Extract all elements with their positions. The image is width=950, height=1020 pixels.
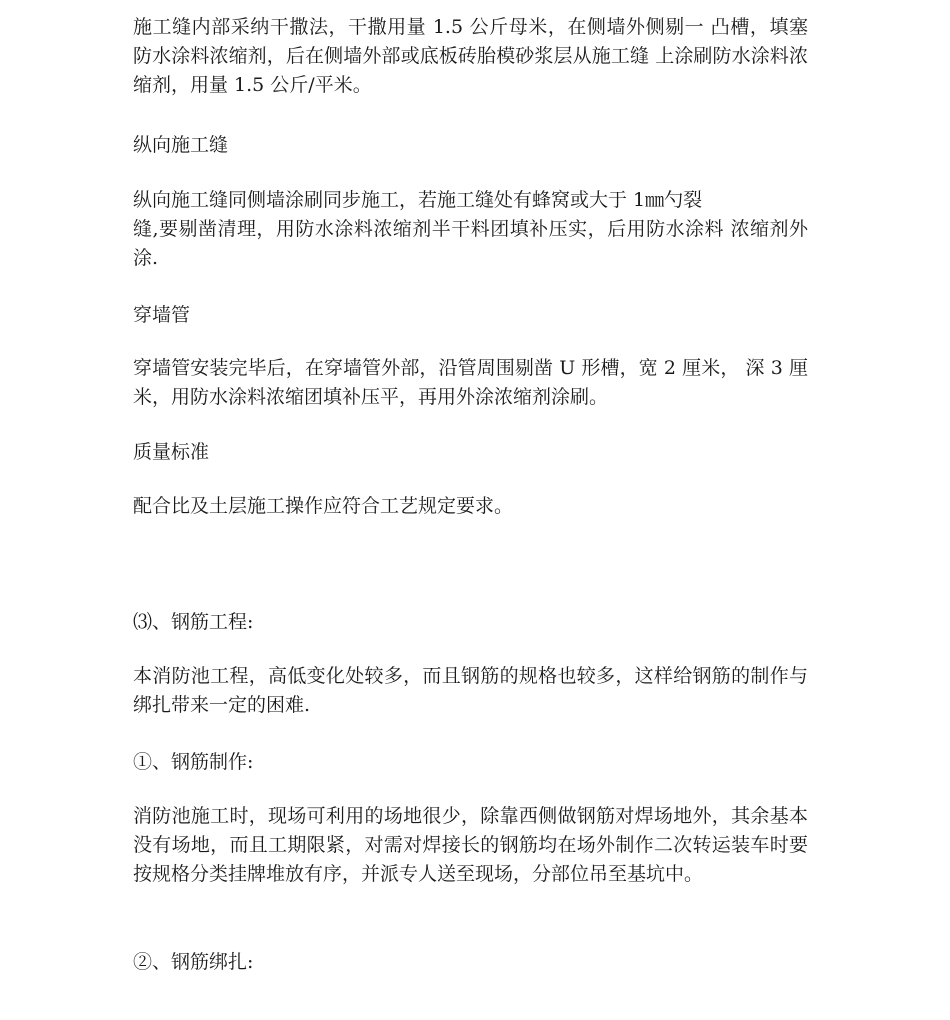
heading-rebar-binding: ②、钢筋绑扎: bbox=[133, 951, 254, 973]
paragraph-rebar-making: 消防池施工时，现场可利用的场地很少，除靠西侧做钢筋对焊场地外，其余基本没有场地，而且工期限紧，对需对焊接长的钢筋均在场外制作二次转运装车时要按规格分类挂牌堆放有序，并派专人送至现场，分部位吊至基坑中。 bbox=[133, 805, 808, 885]
paragraph-construction-joint: 施工缝内部采纳干撒法，干撒用量 1.5 公斤母米，在侧墙外侧剔一 凸槽，填塞防水涂料浓缩剂，后在侧墙外部或底板砖胎模砂浆层从施工缝 上涂刷防水涂料浓缩剂，用量 1.5 公斤/平米。 bbox=[133, 16, 808, 96]
heading-longitudinal-joint: 纵向施工缝 bbox=[133, 134, 229, 156]
heading-wall-pipe: 穿墙管 bbox=[133, 304, 191, 326]
paragraph-wall-pipe: 穿墙管安装完毕后，在穿墙管外部，沿管周围剔凿 U 形槽，宽 2 厘米， 深 3 厘米，用防水涂料浓缩团填补压平，再用外涂浓缩剂涂刷。 bbox=[133, 357, 808, 408]
paragraph-longitudinal-rest: 缝,要剔凿清理，用防水涂料浓缩剂半干料团填补压实，后用防水涂料 浓缩剂外涂. bbox=[133, 218, 808, 269]
heading-quality-standard: 质量标准 bbox=[133, 441, 210, 463]
heading-rebar-making: ①、钢筋制作: bbox=[133, 751, 254, 773]
paragraph-rebar-works: 本消防池工程，高低变化处较多，而且钢筋的规格也较多，这样给钢筋的制作与绑扎带来一定的困难. bbox=[133, 665, 808, 716]
heading-rebar-works: ⑶、钢筋工程: bbox=[133, 611, 254, 633]
paragraph-quality-standard: 配合比及土层施工操作应符合工艺规定要求。 bbox=[133, 495, 514, 517]
paragraph-longitudinal-line1: 纵向施工缝同侧墙涂刷同步施工，若施工缝处有蜂窝或大于 1㎜勺裂 bbox=[133, 189, 703, 211]
